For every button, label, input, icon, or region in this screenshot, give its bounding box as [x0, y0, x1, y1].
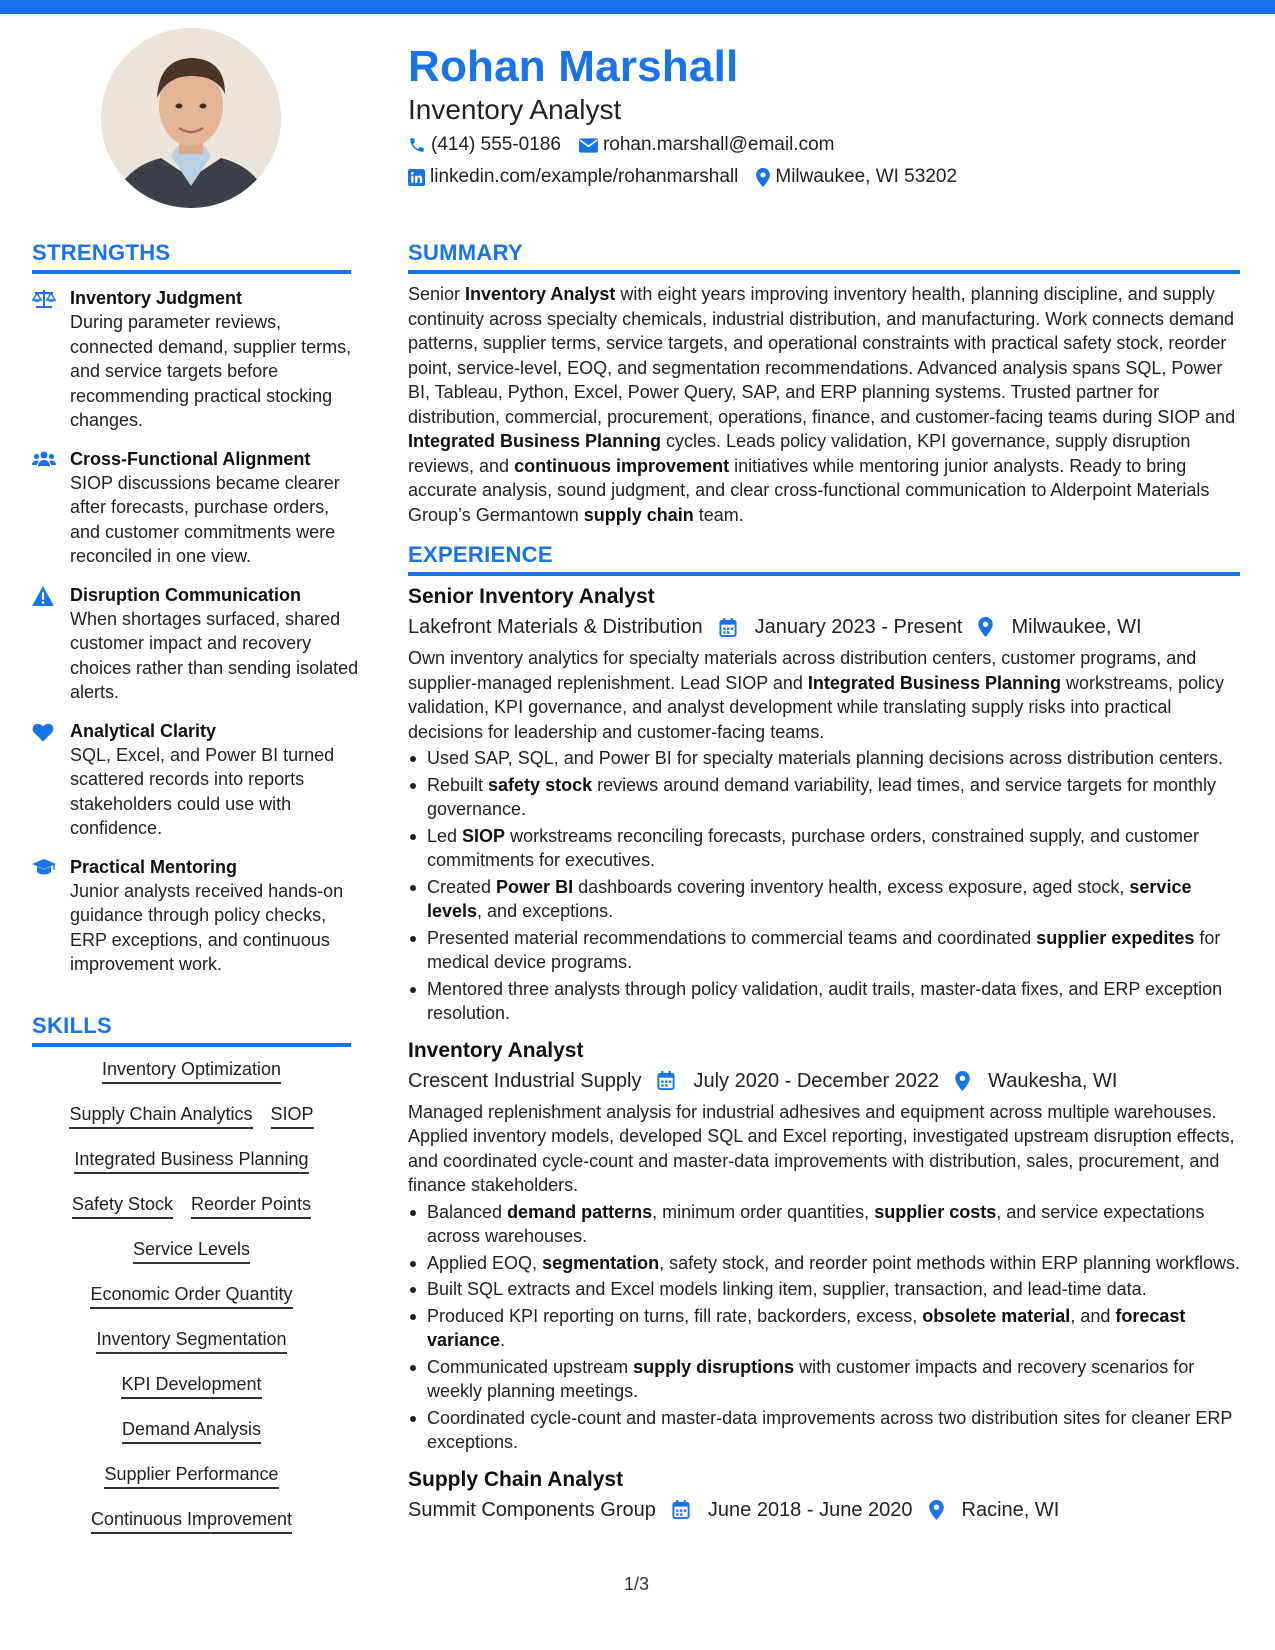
job-title: Inventory Analyst	[408, 1038, 584, 1062]
job-location-text: Milwaukee, WI	[1011, 616, 1142, 638]
job-bullet	[408, 1355, 1246, 1404]
skill-row	[32, 1373, 351, 1418]
emphasis-text: safety stock	[488, 774, 593, 795]
skill-tag: Service Levels	[133, 1238, 250, 1264]
job-location	[955, 1066, 1117, 1096]
job-entry	[408, 1036, 1246, 1455]
avatar-portrait	[101, 28, 281, 208]
text-run: , and service expectations across warehouses.	[427, 1201, 1205, 1246]
emphasis-text: demand patterns	[507, 1201, 653, 1222]
emphasis-text: segmentation	[542, 1252, 660, 1273]
emphasis-text: obsolete material	[922, 1305, 1071, 1326]
emphasis-text: Integrated Business Planning	[807, 672, 1061, 693]
emphasis-text: supply chain	[583, 504, 694, 525]
strength-item	[32, 447, 362, 569]
emphasis-text: Integrated Business Planning	[408, 431, 662, 451]
text-run: for medical device programs.	[427, 927, 1221, 972]
map-pin-icon	[929, 1500, 952, 1520]
text-run: with customer impacts and recovery scenarios for weekly planning meetings.	[427, 1356, 1195, 1401]
emphasis-text: forecast variance	[427, 1305, 1186, 1350]
skill-row	[32, 1058, 351, 1103]
phone-text: (414) 555-0186	[431, 134, 561, 155]
job-dates	[657, 1066, 939, 1096]
skill-row	[32, 1238, 351, 1283]
text-run: Coordinated cycle-count and master-data improvements across two distribution sites for cleaner ERP exceptions.	[427, 1407, 1233, 1452]
map-pin-icon	[978, 617, 1001, 637]
job-title: Senior Inventory Analyst	[408, 585, 655, 608]
emphasis-text: continuous improvement	[514, 455, 730, 476]
contact-row-2	[408, 166, 975, 188]
job-entry	[408, 1465, 1246, 1525]
emphasis-text: Power BI	[496, 876, 574, 897]
job-dates	[719, 612, 963, 642]
skill-tag: Economic Order Quantity	[90, 1283, 292, 1309]
text-run: , minimum order quantities,	[652, 1201, 875, 1222]
candidate-name: Rohan Marshall	[408, 42, 739, 91]
job-bullet	[408, 875, 1246, 924]
skill-tag: Continuous Improvement	[91, 1508, 292, 1534]
strength-body	[70, 286, 362, 433]
skill-tag: Supply Chain Analytics	[69, 1103, 252, 1129]
map-pin-icon	[756, 168, 770, 187]
job-location	[978, 612, 1141, 642]
summary-text	[408, 282, 1246, 527]
skill-row	[32, 1463, 351, 1508]
job-bullets	[408, 1200, 1246, 1455]
skill-tag: KPI Development	[121, 1373, 261, 1399]
candidate-role: Inventory Analyst	[408, 94, 622, 125]
job-company: Crescent Industrial Supply	[408, 1069, 642, 1092]
text-run: team.	[693, 504, 744, 525]
skill-row	[32, 1508, 351, 1553]
text-run: Produced KPI reporting on turns, fill rate, backorders, excess,	[427, 1305, 923, 1326]
job-company: Lakefront Materials & Distribution	[408, 616, 703, 638]
job-title: Supply Chain Analyst	[408, 1467, 624, 1491]
skill-row	[32, 1103, 351, 1148]
text-run: Used SAP, SQL, and Power BI for specialty materials planning decisions across distribution centers.	[427, 748, 1224, 768]
skill-row	[32, 1193, 351, 1238]
text-run: Senior	[408, 284, 466, 304]
location-text: Milwaukee, WI 53202	[775, 166, 958, 187]
text-run: Communicated upstream	[427, 1356, 634, 1377]
strength-title: Practical Mentoring	[70, 856, 238, 877]
strength-item	[32, 583, 362, 705]
job-description	[408, 1100, 1246, 1198]
strength-title: Inventory Judgment	[70, 288, 243, 308]
text-run: Created	[427, 876, 497, 897]
job-bullet	[408, 926, 1246, 975]
job-description	[408, 646, 1246, 744]
text-run: cycles. Leads policy validation, KPI governance, supply disruption reviews, and	[408, 431, 1191, 476]
text-run: Managed replenishment analysis for industrial adhesives and equipment across multiple warehouses. Applied inventory models, developed SQL and Excel reporting, investigated upstream disruption effects, and coordinated cycle-count and master-data improvements with distribution, sales, procurement, and finance stakeholders.	[408, 1101, 1235, 1195]
strength-item	[32, 719, 362, 841]
graduation-cap-icon	[32, 855, 70, 977]
skill-row	[32, 1148, 351, 1193]
job-meta	[408, 1066, 1246, 1096]
job-location	[929, 1495, 1060, 1525]
balance-scale-icon	[32, 286, 70, 433]
job-bullets	[408, 746, 1246, 1026]
text-run: workstreams reconciling forecasts, purchase orders, constrained supply, and customer commitments for executives.	[427, 825, 1200, 870]
skill-row	[32, 1418, 351, 1463]
job-entry	[408, 582, 1246, 1026]
skills-heading: SKILLS	[32, 1013, 351, 1047]
strength-description: SIOP discussions became clearer after forecasts, purchase orders, and customer commitments were reconciled in one view.	[70, 472, 340, 566]
strength-body	[70, 719, 362, 841]
contact-phone[interactable]	[408, 134, 561, 156]
job-bullet	[408, 977, 1246, 1026]
text-run: workstreams, policy validation, KPI governance, and analyst development while translating supply risks into practical decisions for leadership and customer-facing teams.	[408, 672, 1225, 742]
job-bullet	[408, 1304, 1246, 1353]
text-run: Applied EOQ,	[427, 1252, 543, 1273]
skill-tag: Reorder Points	[191, 1193, 311, 1219]
strength-title: Analytical Clarity	[70, 720, 217, 741]
text-run: , safety stock, and reorder point methods within ERP planning workflows.	[659, 1252, 1241, 1273]
emphasis-text: supplier expedites	[1036, 927, 1195, 948]
calendar-icon	[719, 618, 745, 637]
text-run: Mentored three analysts through policy validation, audit trails, master-data fixes, and ERP exception resolution.	[427, 978, 1223, 1023]
calendar-icon	[657, 1071, 683, 1090]
text-run: , and exceptions.	[477, 901, 614, 921]
contact-linkedin[interactable]	[408, 166, 738, 188]
strength-title: Disruption Communication	[70, 584, 301, 605]
job-meta	[408, 612, 1246, 642]
job-bullet	[408, 1406, 1246, 1455]
text-run: initiatives while mentoring junior analysts. Ready to bring accurate analysis, sound judgment, and clear cross-functional communication to Alderpoint Materials Group’s Germantown	[408, 455, 1210, 525]
text-run: Led	[427, 825, 463, 846]
text-run: Own inventory analytics for specialty materials across distribution centers, customer programs, and supplier-managed replenishment. Lead SIOP and	[408, 648, 1197, 693]
emphasis-text: SIOP	[462, 825, 506, 846]
text-run: Built SQL extracts and Excel models linking item, supplier, transaction, and lead-time data.	[427, 1279, 1147, 1299]
strength-title: Cross-Functional Alignment	[70, 448, 311, 469]
heart-icon	[32, 719, 70, 841]
calendar-icon	[672, 1500, 698, 1519]
strength-description: Junior analysts received hands-on guidance through policy checks, ERP exceptions, and continuous improvement work.	[70, 880, 344, 974]
skill-row	[32, 1283, 351, 1328]
skill-tag: Safety Stock	[72, 1193, 173, 1219]
emphasis-text: service levels	[427, 876, 1192, 921]
emphasis-text: Inventory Analyst	[465, 284, 616, 304]
job-location-text: Waukesha, WI	[988, 1069, 1118, 1092]
job-dates-text: July 2020 - December 2022	[693, 1069, 940, 1092]
text-run: reviews around demand variability, lead times, and service targets for monthly governance.	[427, 774, 1217, 819]
top-accent-bar	[0, 0, 1275, 14]
strengths-list	[32, 286, 362, 991]
job-bullet	[408, 1277, 1246, 1302]
experience-list	[408, 582, 1246, 1535]
phone-icon	[408, 136, 426, 154]
experience-heading: EXPERIENCE	[408, 542, 1240, 576]
strength-description: SQL, Excel, and Power BI turned scattered records into reports stakeholders could use with confidence.	[70, 744, 335, 838]
warning-icon	[32, 583, 70, 705]
job-meta	[408, 1495, 1246, 1525]
job-bullet	[408, 1200, 1246, 1249]
strength-description: During parameter reviews, connected demand, supplier terms, and service targets before recommending practical stocking changes.	[70, 312, 352, 430]
emphasis-text: supply disruptions	[633, 1356, 795, 1377]
linkedin-icon	[408, 169, 425, 186]
skill-tag: Integrated Business Planning	[74, 1148, 308, 1174]
job-dates-text: January 2023 - Present	[754, 616, 963, 638]
skill-tag: Inventory Optimization	[102, 1058, 281, 1084]
skills-list	[32, 1058, 351, 1553]
contact-location	[756, 166, 957, 188]
strength-body	[70, 855, 362, 977]
job-bullet	[408, 824, 1246, 873]
text-run: with eight years improving inventory health, planning discipline, and supply continuity across specialty chemicals, industrial distribution, and manufacturing. Work connects demand patterns, supplier terms, service targets, and operational constraints with practical safety stock, reorder point, service-level, EOQ, and segmentation recommendations. Advanced analysis spans SQL, Power BI, Tableau, Python, Excel, Power Query, SAP, and ERP planning systems. Trusted partner for distribution, commercial, procurement, operations, finance, and customer-facing teams during SIOP and	[408, 284, 1236, 427]
text-run: Balanced	[427, 1201, 508, 1222]
email-text: rohan.marshall@email.com	[602, 134, 835, 155]
skill-tag: SIOP	[271, 1103, 314, 1129]
summary-heading: SUMMARY	[408, 240, 1240, 274]
job-bullet	[408, 1251, 1246, 1276]
text-run: , and	[1070, 1305, 1116, 1326]
job-bullet	[408, 746, 1246, 771]
text-run: .	[500, 1330, 506, 1350]
strength-body	[70, 583, 362, 705]
map-pin-icon	[955, 1071, 978, 1091]
job-company: Summit Components Group	[408, 1498, 656, 1521]
strength-item	[32, 855, 362, 977]
contact-email[interactable]	[579, 134, 835, 156]
strength-description: When shortages surfaced, shared customer impact and recovery choices rather than sending isolated alerts.	[70, 608, 359, 702]
job-dates	[672, 1495, 913, 1525]
text-run: Presented material recommendations to commercial teams and coordinated	[427, 927, 1037, 948]
strength-body	[70, 447, 362, 569]
skill-tag: Demand Analysis	[122, 1418, 261, 1444]
text-run: dashboards covering inventory health, excess exposure, aged stock,	[573, 876, 1130, 897]
page-number: 1/3	[624, 1574, 650, 1594]
job-dates-text: June 2018 - June 2020	[707, 1498, 913, 1521]
skill-row	[32, 1328, 351, 1373]
users-icon	[32, 447, 70, 569]
emphasis-text: supplier costs	[874, 1201, 997, 1222]
contact-row-1	[408, 134, 852, 156]
job-bullet	[408, 773, 1246, 822]
skill-tag: Supplier Performance	[104, 1463, 278, 1489]
job-location-text: Racine, WI	[961, 1498, 1060, 1521]
strengths-heading: STRENGTHS	[32, 240, 351, 274]
text-run: Rebuilt	[427, 774, 489, 795]
strength-item	[32, 286, 362, 433]
profile-photo	[101, 28, 281, 208]
linkedin-text: linkedin.com/example/rohanmarshall	[430, 166, 739, 187]
skill-tag: Inventory Segmentation	[96, 1328, 286, 1354]
envelope-icon	[579, 138, 598, 153]
